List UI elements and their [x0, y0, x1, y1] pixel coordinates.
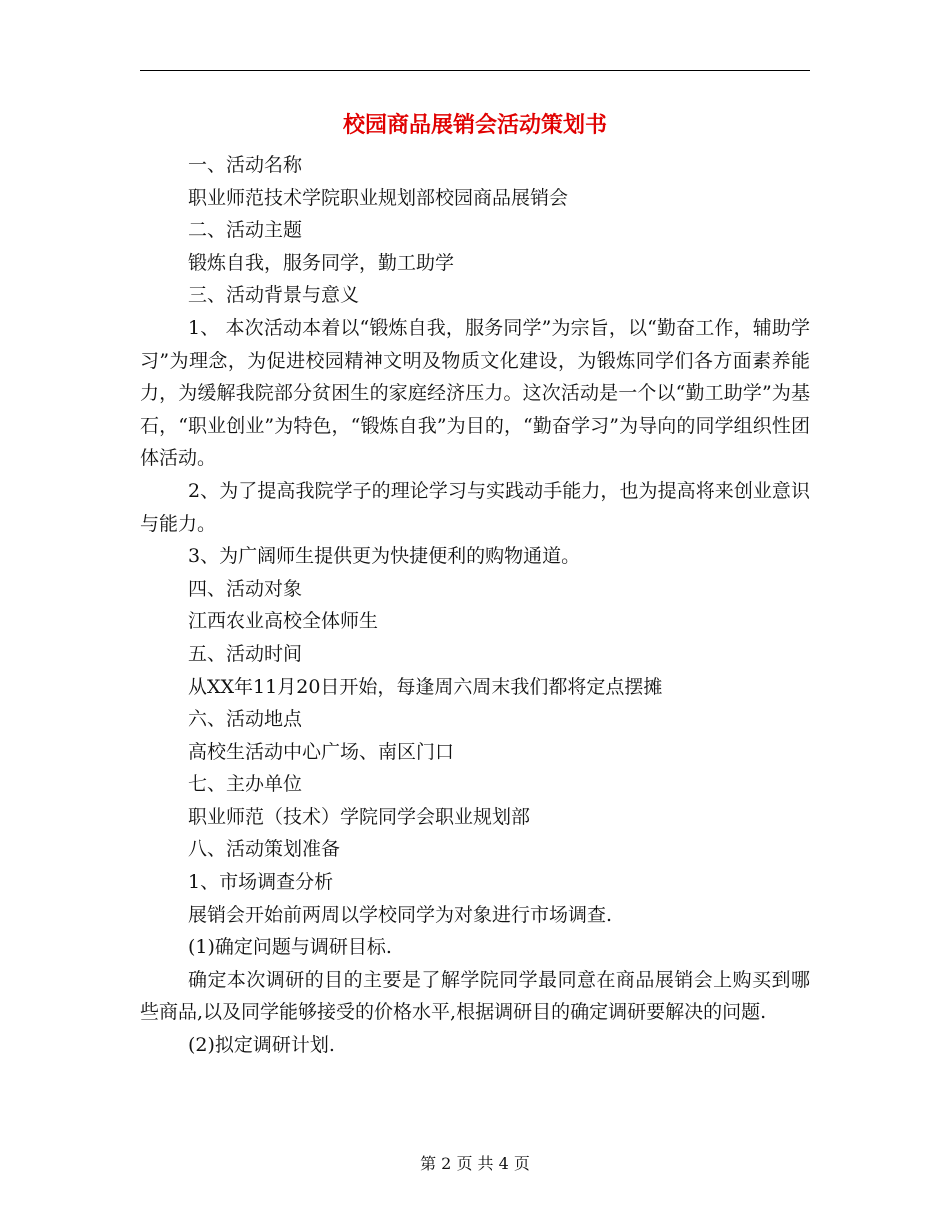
- paragraph-market-research-heading: 1、市场调查分析: [188, 871, 334, 894]
- paragraph-section-7-heading: 七、主办单位: [188, 773, 303, 796]
- document-title: 校园商品展销会活动策划书: [342, 112, 607, 138]
- header-rule: [140, 70, 810, 71]
- paragraph-market-research: 展销会开始前两周以学校同学为对象进行市场调查.: [188, 903, 613, 926]
- paragraph-section-4-heading: 四、活动对象: [188, 577, 303, 600]
- paragraph-section-1-heading: 一、活动名称: [188, 154, 303, 176]
- paragraph-step-1-detail: 确定本次调研的目的主要是了解学院同学最同意在商品展销会上购买到哪些商品,以及同学能够接受的价格水平,根据调研目的确定调研要解决的问题.: [140, 968, 810, 1024]
- paragraph-background-2: 2、为了提高我院学子的理论学习与实践动手能力，也为提高将来创业意识与能力。: [140, 479, 810, 535]
- page-footer: 第 2 页 共 4 页: [420, 1154, 530, 1173]
- document-body: [140, 149, 810, 1062]
- paragraph-step-2: (2)拟定调研计划.: [188, 1034, 335, 1057]
- paragraph-background-1: 1、 本次活动本着以“锻炼自我，服务同学”为宗旨，以“勤奋工作，辅助学习”为理念，为促进校园精神文明及物质文化建设，为锻炼同学们各方面素养能力，为缓解我院部分贫困生的家庭经济压力。这次活动是一个以“勤工助学”为基石，“职业创业”为特色，“锻炼自我”为目的，“勤奋学习”为导向的同学组织性团体活动。: [140, 316, 810, 470]
- paragraph-section-6-heading: 六、活动地点: [188, 708, 303, 731]
- paragraph-section-3-heading: 三、活动背景与意义: [188, 284, 360, 307]
- paragraph-activity-name: 职业师范技术学院职业规划部校园商品展销会: [188, 186, 569, 209]
- paragraph-section-8-heading: 八、活动策划准备: [188, 838, 341, 861]
- paragraph-section-5-heading: 五、活动时间: [188, 642, 303, 665]
- paragraph-time: 从XX年11月20日开始，每逢周六周末我们都将定点摆摊: [188, 675, 663, 698]
- paragraph-activity-theme: 锻炼自我，服务同学，勤工助学: [188, 251, 455, 274]
- paragraph-organizer: 职业师范（技术）学院同学会职业规划部: [188, 805, 531, 828]
- paragraph-step-1: (1)确定问题与调研目标.: [188, 936, 392, 959]
- paragraph-background-3: 3、为广阔师生提供更为快捷便利的购物通道。: [188, 545, 581, 568]
- paragraph-audience: 江西农业高校全体师生: [188, 610, 379, 633]
- paragraph-location: 高校生活动中心广场、南区门口: [188, 740, 455, 763]
- paragraph-section-2-heading: 二、活动主题: [188, 219, 303, 242]
